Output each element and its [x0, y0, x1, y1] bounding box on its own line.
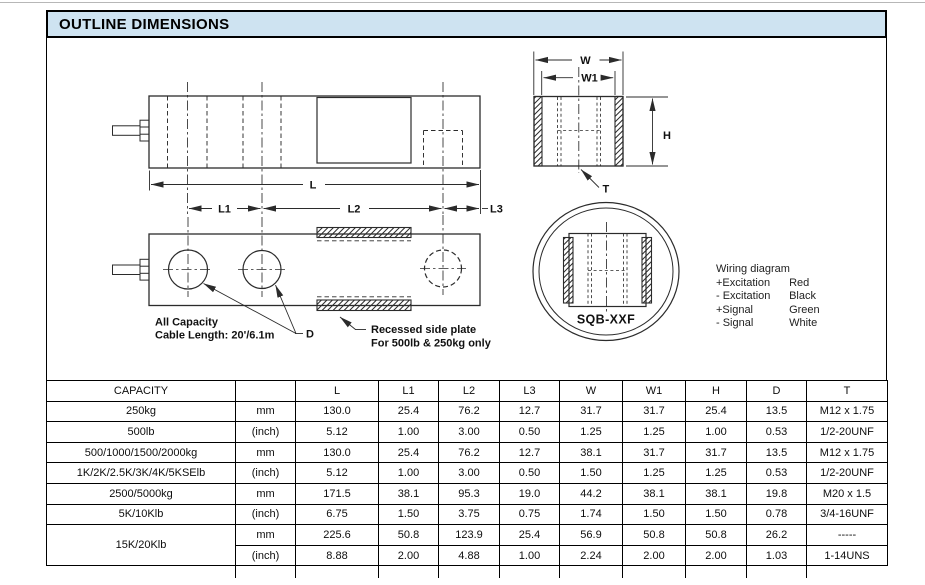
value-cell: 12.7: [500, 442, 560, 463]
dim-table-body: [47, 401, 888, 578]
value-cell: 8.88: [296, 545, 379, 566]
value-cell: 225.6: [296, 525, 379, 546]
value-cell: 44.2: [560, 483, 623, 504]
value-cell: 5.12: [296, 463, 379, 484]
value-cell: 1.25: [560, 422, 623, 443]
capacity-cell: 2500/5000kg: [47, 483, 236, 504]
unit-cell: (inch): [236, 504, 296, 525]
recessed-note-line2: For 500lb & 250kg only: [371, 337, 491, 350]
wiring-row: [716, 277, 866, 291]
column-header: L1: [379, 381, 439, 402]
value-cell: 1.00: [379, 463, 439, 484]
wiring-label: - Signal: [716, 317, 754, 330]
value-cell: 25.4: [500, 525, 560, 546]
capacity-cell: 5K/10Klb: [47, 504, 236, 525]
value-cell: 25.4: [686, 401, 747, 422]
dim-label-W1: W1: [581, 72, 598, 85]
value-cell: 1.74: [560, 504, 623, 525]
unit-cell: (inch): [236, 463, 296, 484]
value-cell: 25.4: [379, 401, 439, 422]
value-cell: 6.75: [296, 504, 379, 525]
table-row: [47, 422, 888, 443]
value-cell: 2.24: [560, 545, 623, 566]
value-cell: 1.25: [686, 463, 747, 484]
dim-label-H: H: [663, 130, 671, 142]
column-header: [236, 381, 296, 402]
value-cell: 1.00: [379, 422, 439, 443]
wiring-color: White: [789, 317, 818, 330]
dim-label-L1: L1: [218, 203, 231, 216]
value-cell: 0.50: [500, 422, 560, 443]
page-top-rule: [0, 2, 925, 3]
wiring-label: - Excitation: [716, 290, 771, 303]
value-cell: 0.78: [747, 504, 807, 525]
wiring-title: Wiring diagram: [716, 263, 790, 275]
value-cell: 2.00: [379, 545, 439, 566]
dim-label-D: D: [306, 328, 314, 341]
column-header: T: [807, 381, 888, 402]
column-header: W1: [623, 381, 686, 402]
value-cell: 3.00: [439, 463, 500, 484]
value-cell: 0.75: [500, 504, 560, 525]
unit-cell: mm: [236, 483, 296, 504]
value-cell: 1/2-20UNF: [807, 463, 888, 484]
value-cell: 1.50: [623, 504, 686, 525]
value-cell: 76.2: [439, 401, 500, 422]
dim-table-head-row: [47, 381, 888, 402]
value-cell: 50.8: [623, 525, 686, 546]
wiring-color: Green: [789, 303, 820, 316]
wiring-color: Red: [789, 276, 810, 289]
section-title: OUTLINE DIMENSIONS: [59, 15, 230, 33]
wiring-label: +Excitation: [716, 276, 771, 289]
value-cell: -----: [807, 525, 888, 546]
value-cell: 1.50: [560, 463, 623, 484]
dimension-table: [46, 380, 888, 578]
capacity-cell: 1K/2K/2.5K/3K/4K/5KSElb: [47, 463, 236, 484]
dim-label-L3: L3: [490, 203, 503, 216]
value-cell: 31.7: [686, 442, 747, 463]
value-cell: 38.1: [686, 483, 747, 504]
value-cell: 76.2: [439, 442, 500, 463]
table-row: [47, 483, 888, 504]
value-cell: 1.03: [747, 545, 807, 566]
unit-cell: (inch): [236, 422, 296, 443]
dim-label-T: T: [602, 183, 610, 196]
value-cell: 130.0: [296, 401, 379, 422]
value-cell: 95.3: [439, 483, 500, 504]
value-cell: 123.9: [439, 525, 500, 546]
value-cell: M12 x 1.75: [807, 401, 888, 422]
value-cell: 0.50: [500, 463, 560, 484]
value-cell: 19.0: [500, 483, 560, 504]
model-label: SQB-XXF: [576, 312, 636, 327]
value-cell: 26.2: [747, 525, 807, 546]
value-cell: 38.1: [379, 483, 439, 504]
value-cell: 25.4: [379, 442, 439, 463]
wiring-row: [716, 304, 866, 318]
column-header: CAPACITY: [47, 381, 236, 402]
value-cell: 3.00: [439, 422, 500, 443]
table-row: [47, 463, 888, 484]
unit-cell: (inch): [236, 545, 296, 566]
value-cell: 2.00: [623, 545, 686, 566]
value-cell: 56.9: [560, 525, 623, 546]
value-cell: 1.50: [379, 504, 439, 525]
value-cell: 1.25: [623, 463, 686, 484]
value-cell: 13.5: [747, 442, 807, 463]
value-cell: 5.12: [296, 422, 379, 443]
value-cell: 12.7: [500, 401, 560, 422]
table-row: [47, 442, 888, 463]
value-cell: 2.00: [686, 545, 747, 566]
value-cell: 0.53: [747, 422, 807, 443]
wiring-row: [716, 290, 866, 304]
value-cell: 50.8: [379, 525, 439, 546]
capacity-cell: 15K/20Klb: [47, 525, 236, 566]
wiring-diagram: [716, 263, 866, 331]
table-row: [47, 504, 888, 525]
value-cell: 31.7: [623, 401, 686, 422]
unit-cell: mm: [236, 401, 296, 422]
value-cell: 19.8: [747, 483, 807, 504]
column-header: W: [560, 381, 623, 402]
value-cell: 3/4-16UNF: [807, 504, 888, 525]
value-cell: 1/2-20UNF: [807, 422, 888, 443]
wiring-label: +Signal: [716, 303, 754, 316]
capacity-cell: 250kg: [47, 401, 236, 422]
value-cell: 130.0: [296, 442, 379, 463]
recessed-note-line1: Recessed side plate: [371, 324, 477, 336]
value-cell: M12 x 1.75: [807, 442, 888, 463]
section-header: [46, 10, 887, 38]
table-row: [47, 525, 888, 546]
capacity-note-line2: Cable Length: 20'/6.1m: [155, 329, 275, 342]
unit-cell: mm: [236, 525, 296, 546]
wiring-color: Black: [789, 290, 816, 303]
table-row: [47, 401, 888, 422]
value-cell: 3.75: [439, 504, 500, 525]
value-cell: 1.00: [500, 545, 560, 566]
capacity-note-line1: All Capacity: [155, 316, 218, 329]
capacity-cell: 500lb: [47, 422, 236, 443]
cropped-row: [47, 566, 888, 579]
value-cell: 1.25: [623, 422, 686, 443]
value-cell: 171.5: [296, 483, 379, 504]
capacity-cell: 500/1000/1500/2000kg: [47, 442, 236, 463]
wiring-row: [716, 317, 866, 331]
value-cell: 1.00: [686, 422, 747, 443]
value-cell: 4.88: [439, 545, 500, 566]
column-header: D: [747, 381, 807, 402]
value-cell: 1-14UNS: [807, 545, 888, 566]
value-cell: 31.7: [560, 401, 623, 422]
dim-label-W: W: [580, 55, 591, 67]
column-header: L: [296, 381, 379, 402]
value-cell: 38.1: [623, 483, 686, 504]
value-cell: 13.5: [747, 401, 807, 422]
value-cell: 38.1: [560, 442, 623, 463]
column-header: H: [686, 381, 747, 402]
value-cell: 0.53: [747, 463, 807, 484]
value-cell: 50.8: [686, 525, 747, 546]
dim-label-L2: L2: [347, 203, 361, 216]
value-cell: 31.7: [623, 442, 686, 463]
column-header: L2: [439, 381, 500, 402]
value-cell: M20 x 1.5: [807, 483, 888, 504]
unit-cell: mm: [236, 442, 296, 463]
value-cell: 1.50: [686, 504, 747, 525]
dim-label-L: L: [309, 179, 317, 192]
column-header: L3: [500, 381, 560, 402]
